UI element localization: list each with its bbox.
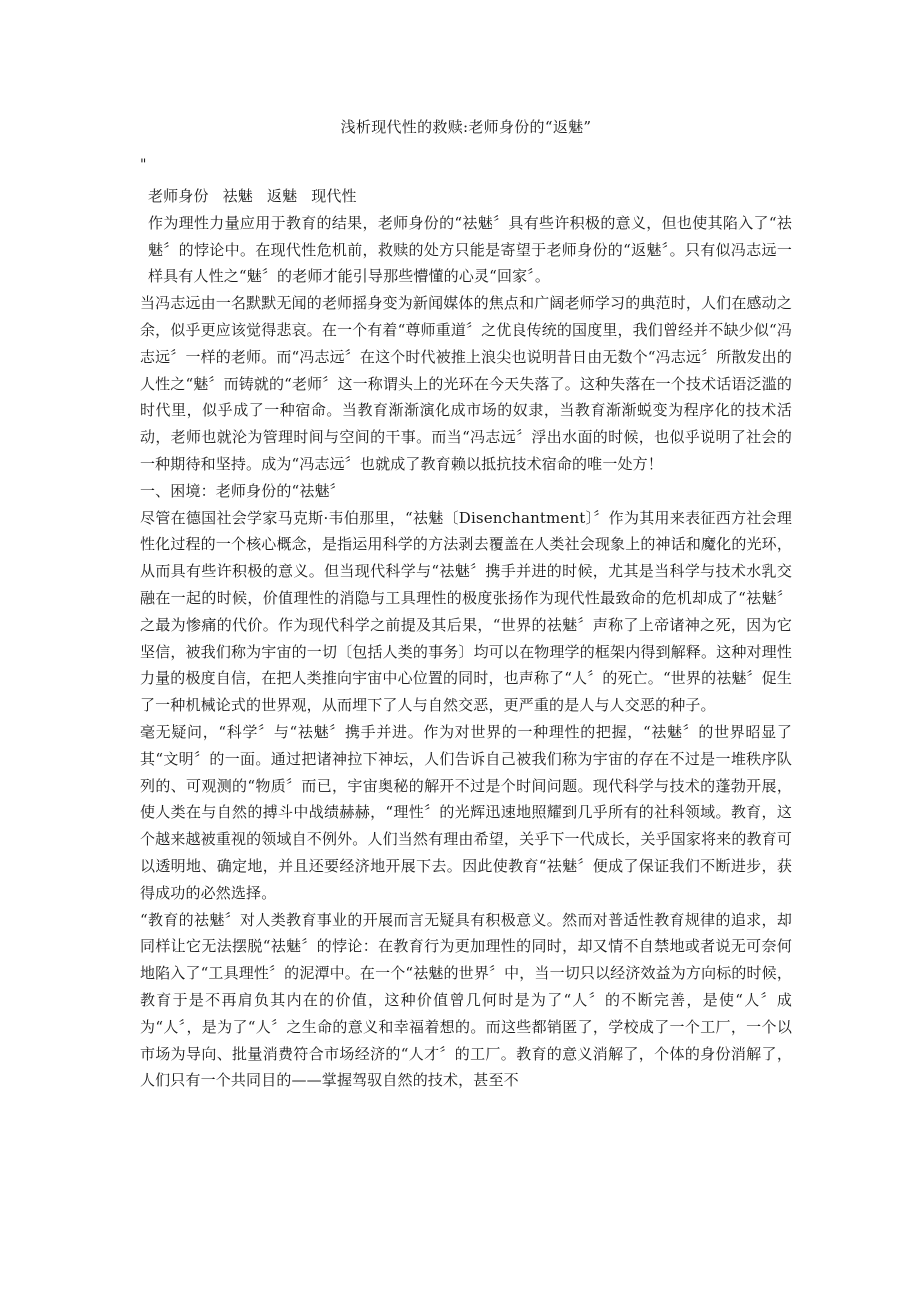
section-heading: 一、困境：老师身份的“祛魅〞 xyxy=(140,481,345,500)
keyword: 返魅 xyxy=(266,187,298,205)
keyword: 祛魅 xyxy=(222,187,253,205)
keyword: 现代性 xyxy=(311,187,357,205)
body-paragraph: 当冯志远由一名默默无闻的老师摇身变为新闻媒体的焦点和广阔老师学习的典范时，人们在感动之余，似乎更应该觉得悲哀。在一个有着“尊师重道〞之优良传统的国度里，我们曾经并不缺少似“冯志远〞一样的老师。而“冯志远〞在这个时代被推上浪尖也说明昔日由无数个“冯志远〞所散发出的人性之“魅〞而铸就的“老师〞这一称谓头上的光环在今天失落了。这种失落在一个技术话语泛滥的时代里，似乎成了一种宿命。当教育渐渐演化成市场的奴隶，当教育渐渐蜕变为程序化的技术活动，老师也就沦为管理时间与空间的干事。而当“冯志远〞浮出水面的时候，也似乎说明了社会的一种期待和坚持。成为“冯志远〞也就成了教育赖以抵抗技术宿命的唯一处方！ xyxy=(140,294,792,473)
keywords-line xyxy=(140,183,792,210)
stray-quote-mark: " xyxy=(140,157,147,173)
document-title: 浅析现代性的救赎:老师身份的“返魅” xyxy=(340,118,592,136)
abstract-paragraph: 作为理性力量应用于教育的结果，老师身份的“祛魅〞具有些许积极的意义，但也使其陷入了“祛魅〞的悖论中。在现代性危机前，救赎的处方只能是寄望于老师身份的“返魅〞。只有似冯志远一样具有人性之“魅〞的老师才能引导那些懵懂的心灵“回家〞。 xyxy=(148,213,792,286)
body-paragraph: 尽管在德国社会学家马克斯·韦伯那里，“祛魅〔Disenchantment〕〞作为其用来表征西方社会理性化过程的一个核心概念，是指运用科学的方法剥去覆盖在人类社会现象上的神话和魔化的光环，从而具有些许积极的意义。但当现代科学与“祛魅〞携手并进的时候，尤其是当科学与技术水乳交融在一起的时候，价值理性的消隐与工具理性的极度张扬作为现代性最致命的危机却成了“祛魅〞之最为惨痛的代价。作为现代科学之前提及其后果，“世界的祛魅〞声称了上帝诸神之死，因为它坚信，被我们称为宇宙的一切〔包括人类的事务〕均可以在物理学的框架内得到解释。这种对理性力量的极度自信，在把人类推向宇宙中心位置的同时，也声称了“人〞的死亡。“世界的祛魅〞促生了一种机械论式的世界观，从而埋下了人与自然交恶，更严重的是人与人交恶的种子。 xyxy=(140,508,792,715)
document-body xyxy=(140,183,792,1094)
body-paragraph: “教育的祛魅〞对人类教育事业的开展而言无疑具有积极意义。然而对普适性教育规律的追求，却同样让它无法摆脱“祛魅〞的悖论：在教育行为更加理性的同时，却又情不自禁地或者说无可奈何地陷入了“工具理性〞的泥潭中。在一个“祛魅的世界〞中，当一切只以经济效益为方向标的时候，教育于是不再肩负其内在的价值，这种价值曾几何时是为了“人〞的不断完善，是使“人〞成为“人〞，是为了“人〞之生命的意义和幸福着想的。而这些都销匿了，学校成了一个工厂，一个以市场为导向、批量消费符合市场经济的“人才〞的工厂。教育的意义消解了，个体的身份消解了，人们只有一个共同目的——掌握驾驭自然的技术，甚至不 xyxy=(140,910,792,1090)
keyword: 老师身份 xyxy=(148,187,209,205)
body-paragraph: 毫无疑问，“科学〞与“祛魅〞携手并进。作为对世界的一种理性的把握，“祛魅〞的世界昭显了其“文明〞的一面。通过把诸神拉下神坛，人们告诉自己被我们称为宇宙的存在不过是一堆秩序队列的、可观测的“物质〞而已，宇宙奥秘的解开不过是个时间问题。现代科学与技术的蓬勃开展，使人类在与自然的搏斗中战绩赫赫，“理性〞的光辉迅速地照耀到几乎所有的社科领域。教育，这个越来越被重视的领域自不例外。人们当然有理由希望，关乎下一代成长，关乎国家将来的教育可以透明地、确定地，并且还要经济地开展下去。因此使教育“祛魅〞便成了保证我们不断进步，获得成功的必然选择。 xyxy=(140,722,792,902)
